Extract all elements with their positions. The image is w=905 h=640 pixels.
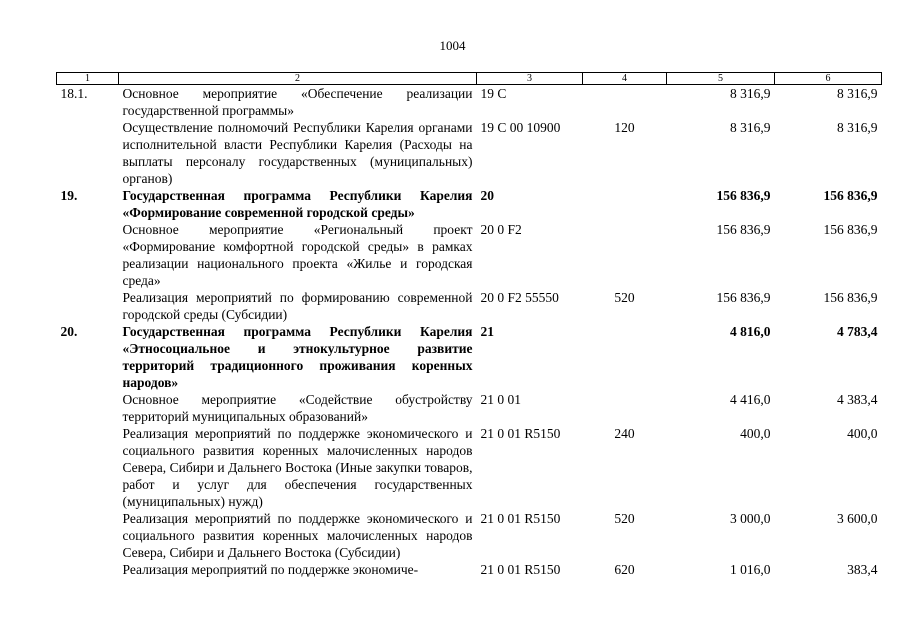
- expense-type-code: 240: [614, 426, 635, 441]
- amount-second-year: 156 836,9: [823, 290, 878, 305]
- amount-second-year: 383,4: [847, 562, 878, 577]
- row-number: [57, 510, 119, 561]
- row-name: Реализация мероприятий по поддержке экономиче-: [122, 562, 419, 577]
- table-row: [57, 221, 882, 289]
- amount-first-year: 156 836,9: [716, 188, 771, 203]
- row-number: [57, 289, 119, 323]
- amount-second-year: 156 836,9: [823, 188, 878, 203]
- column-header: 6: [775, 73, 882, 85]
- row-name: Реализация мероприятий по формированию современной городской среды (Субсидии): [122, 290, 473, 322]
- amount-first-year: 400,0: [740, 426, 771, 441]
- row-name: Реализация мероприятий по поддержке экономического и социального развития коренных малочисленных народов Севера, Сибири и Дальнего Востока (Иные закупки товаров, работ и услуг для обеспечения государственных (муниципальных) нужд): [122, 426, 473, 509]
- expense-type-code: [583, 187, 667, 221]
- row-number: 19.: [60, 188, 78, 203]
- expense-type-code: 520: [614, 290, 635, 305]
- target-article-code: 20 0 F2 55550: [480, 290, 559, 305]
- row-name: Основное мероприятие «Региональный проект «Формирование комфортной городской среды» в рамках реализации национального проекта «Жилье и городская среда»: [122, 222, 473, 288]
- expense-type-code: [583, 323, 667, 391]
- table-row: [57, 510, 882, 561]
- column-header-row: [57, 73, 882, 85]
- row-name: Осуществление полномочий Республики Карелия органами исполнительной власти Республики Карелия (Расходы на выплаты персоналу государственных (муниципальных) органов): [122, 120, 473, 186]
- amount-first-year: 156 836,9: [716, 222, 771, 237]
- table-row: [57, 119, 882, 187]
- expense-type-code: [583, 391, 667, 425]
- amount-second-year: 8 316,9: [837, 86, 878, 101]
- target-article-code: 19 С: [480, 86, 507, 101]
- target-article-code: 21 0 01: [480, 392, 521, 407]
- budget-table: [56, 72, 882, 578]
- amount-first-year: 156 836,9: [716, 290, 771, 305]
- amount-second-year: 400,0: [847, 426, 878, 441]
- target-article-code: 21 0 01 R5150: [480, 426, 561, 441]
- table-row: [57, 561, 882, 578]
- row-name: Государственная программа Республики Карелия «Формирование современной городской среды»: [122, 188, 473, 220]
- table-row: [57, 187, 882, 221]
- amount-first-year: 8 316,9: [730, 86, 771, 101]
- amount-second-year: 8 316,9: [837, 120, 878, 135]
- amount-first-year: 1 016,0: [730, 562, 771, 577]
- amount-first-year: 4 416,0: [730, 392, 771, 407]
- row-name: Основное мероприятие «Содействие обустройству территорий муниципальных образований»: [122, 392, 473, 424]
- target-article-code: 21 0 01 R5150: [480, 562, 561, 577]
- row-name: Государственная программа Республики Карелия «Этносоциальное и этнокультурное развитие территорий традиционного проживания коренных народов»: [122, 324, 473, 390]
- column-header: 2: [119, 73, 477, 85]
- amount-second-year: 3 600,0: [837, 511, 878, 526]
- table-row: [57, 323, 882, 391]
- row-number: 18.1.: [60, 86, 88, 101]
- target-article-code: 20 0 F2: [480, 222, 522, 237]
- expense-type-code: 620: [614, 562, 635, 577]
- amount-second-year: 156 836,9: [823, 222, 878, 237]
- expense-type-code: [583, 221, 667, 289]
- amount-first-year: 3 000,0: [730, 511, 771, 526]
- amount-second-year: 4 783,4: [837, 324, 878, 339]
- row-number: [57, 221, 119, 289]
- target-article-code: 21: [480, 324, 494, 339]
- row-number: [57, 425, 119, 510]
- table-row: [57, 391, 882, 425]
- row-number: [57, 561, 119, 578]
- table-row: [57, 85, 882, 120]
- row-number: [57, 391, 119, 425]
- expense-type-code: [583, 85, 667, 120]
- amount-second-year: 4 383,4: [837, 392, 878, 407]
- expense-type-code: 520: [614, 511, 635, 526]
- row-number: 20.: [60, 324, 78, 339]
- page-number: 1004: [439, 38, 466, 53]
- target-article-code: 20: [480, 188, 494, 203]
- row-number: [57, 119, 119, 187]
- row-name: Основное мероприятие «Обеспечение реализации государственной программы»: [122, 86, 473, 118]
- column-header: 5: [667, 73, 775, 85]
- amount-first-year: 8 316,9: [730, 120, 771, 135]
- table-row: [57, 289, 882, 323]
- target-article-code: 21 0 01 R5150: [480, 511, 561, 526]
- target-article-code: 19 С 00 10900: [480, 120, 561, 135]
- column-header: 1: [57, 73, 119, 85]
- column-header: 3: [477, 73, 583, 85]
- amount-first-year: 4 816,0: [730, 324, 771, 339]
- expense-type-code: 120: [614, 120, 635, 135]
- column-header: 4: [583, 73, 667, 85]
- table-row: [57, 425, 882, 510]
- row-name: Реализация мероприятий по поддержке экономического и социального развития коренных малочисленных народов Севера, Сибири и Дальнего Востока (Субсидии): [122, 511, 473, 560]
